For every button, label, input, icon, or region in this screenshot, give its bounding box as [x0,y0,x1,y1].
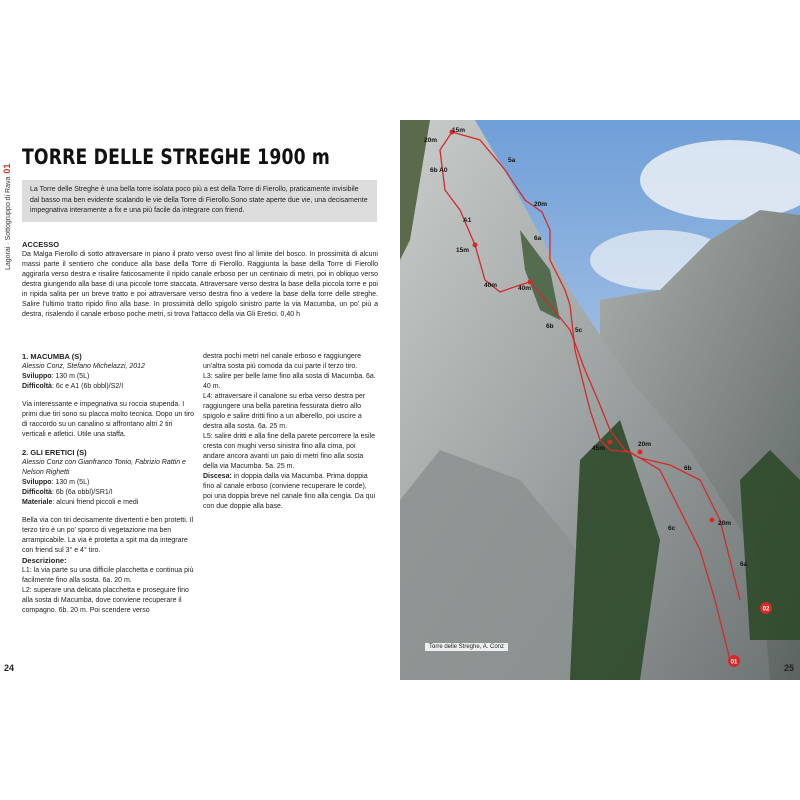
pitch-label: 20m [534,201,548,208]
pitch-label: 40m [484,282,498,289]
access-text: Da Malga Fierollo di sotto attraversare in piano il prato verso ovest fino al limite del bosco. In prossimità di alcuni massi parte il sentiero che conduce alla base della Torre di Fierollo. Raggiunta la base della Torre di Fierollo aggirarla verso destra e risalire faticosamente il ripido canale erboso per un centinaio di metri, poi in obliquo verso destra giungendo alla base di una piccole torre staccata. Attraversare verso destra la base della piccola torre e poi in ripida salita per un breve tratto e poi attraversare verso destra fino a vedere la base della torre delle streghe. Salire l'ultimo tratto ripido fino alla base. In prossimità dello spigolo sinistro parte la via Macumba, un po' più a destra, risalendo il canale erboso poche metri, si trova l'attacco della via Gli Eretici. 0,40 h [22,251,378,318]
access-section [22,240,378,320]
access-heading: ACCESSO [22,240,60,249]
route2-heading: 2. GLI ERETICI (S) [22,448,87,457]
route2-l4: L4: attraversare il canalone su erba verso destra per raggiungere una bella paretina fessurata dietro allo spigolo e salire dritti fino a un alberello, poi uscire a destra alla sosta. 6a. 25 m. [203,393,366,430]
pitch-label: A1 [463,217,472,224]
routes-column-right [203,352,378,512]
belay-marker [473,243,478,248]
route1-author: Alessio Conz, Stefano Michelazzi, 2012 [22,363,145,370]
route2-l3: L3: salire per belle lame fino alla sosta di Macumba. 6a. 40 m. [203,373,376,390]
pitch-label: 5c [575,327,583,334]
route2-l2-continued: destra pochi metri nel canale erboso e raggiungere un'altra sosta più comoda da cui parte il terzo tiro. [203,353,361,370]
side-tab [2,140,14,270]
intro-box: La Torre delle Streghe è una bella torre isolata poco più a est della Torre di Fierollo, praticamente invisibile dal basso ma ben evidente scalando le vie della Torre di Fierollo.Sono state aperte due vie, una decisamente impegnativa interamente a fix e una più facile da integrare con friend. [22,180,377,222]
belay-marker [608,440,613,445]
pitch-label: 20m [424,137,438,144]
pitch-label: 6a [740,561,748,568]
route2-l2: L2: superare una delicata placchetta e proseguire fino alla sosta di Macumba, dove conviene recuperare il compagno. 6b. 20 m. Poi scendere verso [22,587,189,614]
pitch-label: 15m [456,247,470,254]
route1-difficolta: : 6c e A1 (6b obbl)/S2/I [51,383,124,390]
pitch-label: 6b A0 [430,167,448,174]
route2-author: Alessio Conz con Gianfranco Tonio, Fabrizio Rattin e Nelson Righetti [22,459,186,476]
route2-descr-label: Descrizione: [22,556,67,565]
belay-marker [638,450,643,455]
topo-illustration [400,120,800,680]
pitch-label: 20m [638,441,652,448]
route2-materiale-label: Materiale [22,499,53,506]
route2-l1: L1: la via parte su una difficile placchetta e continua più facilmente fino alla sosta. 6a. 20 m. [22,567,194,584]
route1-description: Via interessante e impegnativa su roccia stupenda. I primi due tiri sono su placca molto tecnica. Dopo un tiro di raccordo su un canalino si affrontano altri 2 tiri verticali e atletici. Utile una staffa. [22,401,194,438]
pitch-label: 6b [546,323,554,330]
route-marker-01-label: 01 [730,659,738,666]
page-number-left: 24 [4,663,15,673]
page-number-right: 25 [784,663,795,673]
pitch-label: 6c [668,525,676,532]
chapter-number: 01 [2,163,12,174]
topo-photo [400,120,800,680]
route2-materiale: : alcuni friend piccoli e medi [52,499,139,506]
pitch-label: 5a [508,157,516,164]
route2-sviluppo: : 130 m (5L) [51,479,90,486]
route1-sviluppo: : 130 m (5L) [51,373,90,380]
route1-heading: 1. MACUMBA (S) [22,352,82,361]
route2-difficolta-label: Difficoltà [22,489,52,496]
route1-sviluppo-label: Sviluppo [22,373,52,380]
pitch-label: 20m [718,520,732,527]
discesa-label: Discesa: [203,473,232,480]
pitch-label: 6b [684,465,692,472]
route2-l5: L5: salire dritti e alla fine della parete percorrere la esile cresta con mughi verso sinistra fino alla cima, poi andare ancora avanti un paio di metri fino alla sosta della via Macumba. 5a. 25 m. [203,433,375,470]
side-tab-text: Lagorai · Sottogruppo di Rava [5,176,12,270]
route1-difficolta-label: Difficoltà [22,383,52,390]
belay-marker [528,280,533,285]
photo-caption: Torre delle Streghe, A. Conz [425,643,508,651]
discesa-text: in doppia dalla via Macumba. Prima doppia fino al canale erboso (conviene recuperare le corde), poi una doppia breve nel canale fino alla cengia. Da qui con due doppie alla base. [203,473,376,510]
pitch-label: 15m [452,127,466,134]
route2-difficolta: : 6b (6a obbl)/SR1/I [51,489,113,496]
routes-column-left [22,352,195,616]
page-title: TORRE DELLE STREGHE 1900 m [22,145,331,169]
route2-sviluppo-label: Sviluppo [22,479,52,486]
pitch-label: 6a [534,235,542,242]
pitch-label: 45m [592,445,606,452]
belay-marker [710,518,715,523]
route2-description: Bella via con tiri decisamente divertenti e ben protetti. Il terzo tiro è un po' sporco di vegetazione ma ben arrampicabile. La via è protetta a spit ma da integrare con friend sul 3° e 4° tiro. [22,517,194,554]
route-marker-02-label: 02 [762,606,770,613]
pitch-label: 40m [518,285,532,292]
